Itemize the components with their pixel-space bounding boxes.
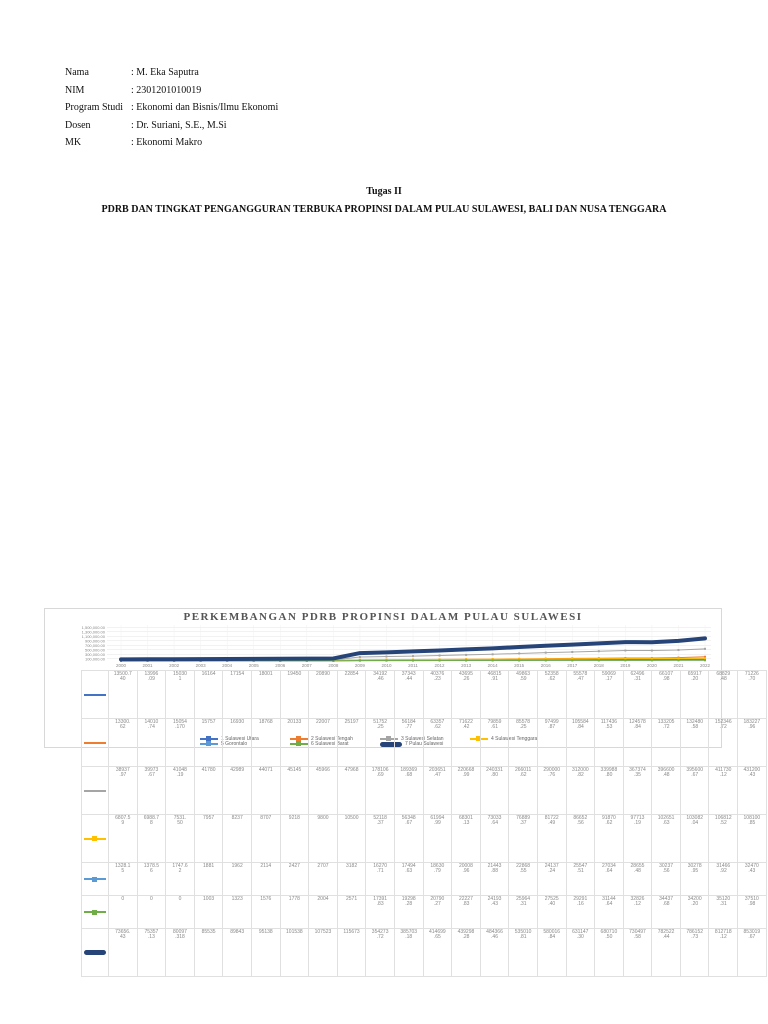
table-cell: 37510 .98 bbox=[738, 896, 767, 929]
table-cell: 2707 bbox=[309, 863, 338, 896]
data-point bbox=[385, 660, 387, 662]
table-cell: 16270 .71 bbox=[366, 863, 395, 896]
table-cell: 115673 bbox=[337, 929, 366, 977]
table-cell: 22854 bbox=[337, 671, 366, 719]
table-cell: 631147 .30 bbox=[566, 929, 595, 977]
table-cell: 411730 .12 bbox=[709, 767, 738, 815]
table-cell: 27034 .64 bbox=[595, 863, 624, 896]
table-cell: 2571 bbox=[337, 896, 366, 929]
table-cell: 9218 bbox=[280, 815, 309, 863]
table-cell: 812718 .12 bbox=[709, 929, 738, 977]
x-tick-label: 2014 bbox=[487, 663, 498, 668]
data-point bbox=[385, 656, 387, 658]
table-cell: 13996 .09 bbox=[137, 671, 166, 719]
data-point bbox=[545, 659, 547, 661]
info-label: Dosen bbox=[65, 119, 91, 131]
y-tick-label: 500,000.00 bbox=[84, 647, 105, 653]
data-point bbox=[439, 659, 441, 661]
legend-label: 6 Sulawesi Barat bbox=[311, 741, 349, 747]
table-cell: 44071 bbox=[251, 767, 280, 815]
table-cell: 46815 .91 bbox=[480, 671, 509, 719]
table-cell: 28655 .48 bbox=[623, 863, 652, 896]
table-cell: 17154 bbox=[223, 671, 252, 719]
series-key-swatch bbox=[84, 950, 106, 955]
table-cell: 101538 bbox=[280, 929, 309, 977]
table-cell: 6988.7 8 bbox=[137, 815, 166, 863]
data-point bbox=[465, 659, 467, 661]
table-cell: 290000 .76 bbox=[537, 767, 566, 815]
x-tick-label: 2005 bbox=[248, 663, 259, 668]
table-cell: 85535 bbox=[194, 929, 223, 977]
x-tick-label: 2021 bbox=[673, 663, 684, 668]
table-cell: 102651 .63 bbox=[652, 815, 681, 863]
table-cell: 19298 .28 bbox=[394, 896, 423, 929]
data-point bbox=[704, 648, 706, 650]
table-cell: 25964 .31 bbox=[509, 896, 538, 929]
table-cell: 55578 .47 bbox=[566, 671, 595, 719]
table-cell: 37343 .44 bbox=[394, 671, 423, 719]
x-tick-label: 2009 bbox=[354, 663, 365, 668]
table-cell: 106812 .52 bbox=[709, 815, 738, 863]
series-key bbox=[82, 767, 109, 815]
series-key-marker bbox=[92, 836, 97, 841]
y-tick-label: 900,000.00 bbox=[84, 638, 105, 644]
table-cell: 2004 bbox=[309, 896, 338, 929]
table-cell: 16930 bbox=[223, 719, 252, 767]
table-cell: 20890 bbox=[309, 671, 338, 719]
data-point bbox=[598, 659, 600, 661]
table-cell: 97713 .19 bbox=[623, 815, 652, 863]
table-cell: 30237 .56 bbox=[652, 863, 681, 896]
x-tick-label: 2013 bbox=[461, 663, 472, 668]
x-tick-label: 2015 bbox=[514, 663, 525, 668]
data-point bbox=[359, 656, 361, 658]
table-cell: 2114 bbox=[251, 863, 280, 896]
table-cell: 152346 .72 bbox=[709, 719, 738, 767]
table-cell: 27525 .40 bbox=[537, 896, 566, 929]
table-cell: 86652 .56 bbox=[566, 815, 595, 863]
table-cell: 3182 bbox=[337, 863, 366, 896]
table-row bbox=[82, 863, 767, 896]
table-cell: 1962 bbox=[223, 863, 252, 896]
series-key-swatch bbox=[84, 911, 106, 913]
table-cell: 38937 .97 bbox=[109, 767, 138, 815]
info-value: : 2301201010019 bbox=[131, 84, 202, 96]
table-cell: 0 bbox=[137, 896, 166, 929]
table-cell: 24137 .24 bbox=[537, 863, 566, 896]
table-cell: 18768 bbox=[251, 719, 280, 767]
table-cell: 7531. 50 bbox=[166, 815, 195, 863]
table-cell: 13500.7 40 bbox=[109, 671, 138, 719]
table-cell: 31144 .64 bbox=[595, 896, 624, 929]
x-tick-label: 2012 bbox=[434, 663, 445, 668]
info-value: : Dr. Suriani, S.E., M.Si bbox=[131, 119, 227, 131]
table-cell: 6807.5 9 bbox=[109, 815, 138, 863]
table-cell: 0 bbox=[109, 896, 138, 929]
data-point bbox=[598, 650, 600, 652]
data-point bbox=[545, 652, 547, 654]
table-cell: 107523 bbox=[309, 929, 338, 977]
series-key-swatch bbox=[84, 838, 106, 840]
table-cell: 73656. 43 bbox=[109, 929, 138, 977]
info-value: : M. Eka Saputra bbox=[131, 67, 199, 78]
x-tick-label: 2002 bbox=[169, 663, 180, 668]
info-row bbox=[65, 99, 278, 117]
table-cell: 56184 .77 bbox=[394, 719, 423, 767]
table-cell: 21443 .88 bbox=[480, 863, 509, 896]
table-cell: 367374 .35 bbox=[623, 767, 652, 815]
x-tick-label: 2019 bbox=[620, 663, 631, 668]
data-point bbox=[651, 650, 653, 652]
table-cell: 59069 .17 bbox=[595, 671, 624, 719]
table-cell: 34192 .46 bbox=[366, 671, 395, 719]
x-tick-label: 2000 bbox=[115, 663, 127, 668]
table-cell: 10500 bbox=[337, 815, 366, 863]
x-tick-label: 2006 bbox=[275, 663, 286, 668]
table-cell: 18001 bbox=[251, 671, 280, 719]
table-cell: 203651 .47 bbox=[423, 767, 452, 815]
table-cell: 22227 .83 bbox=[452, 896, 481, 929]
table-cell: 30278 .95 bbox=[680, 863, 709, 896]
table-cell: 18630 .79 bbox=[423, 863, 452, 896]
info-label: MK bbox=[65, 137, 82, 148]
table-cell: 17494 .63 bbox=[394, 863, 423, 896]
table-cell: 32826 .12 bbox=[623, 896, 652, 929]
x-tick-label: 2008 bbox=[328, 663, 339, 668]
x-tick-label: 2018 bbox=[593, 663, 604, 668]
info-row bbox=[65, 82, 278, 100]
table-cell: 396600 .48 bbox=[652, 767, 681, 815]
table-cell: 25547 .51 bbox=[566, 863, 595, 896]
table-cell: 414699 .65 bbox=[423, 929, 452, 977]
data-point bbox=[624, 649, 626, 651]
table-cell: 34200 .20 bbox=[680, 896, 709, 929]
table-cell: 76889 .37 bbox=[509, 815, 538, 863]
data-point bbox=[651, 659, 653, 661]
table-cell: 34437 .68 bbox=[652, 896, 681, 929]
table-cell: 42989 bbox=[223, 767, 252, 815]
table-cell: 97499 .87 bbox=[537, 719, 566, 767]
table-row bbox=[82, 767, 767, 815]
y-tick-label: 100,000.00 bbox=[84, 656, 105, 662]
table-cell: 63357 .62 bbox=[423, 719, 452, 767]
chart-data-table bbox=[81, 670, 767, 977]
table-cell: 20133 bbox=[280, 719, 309, 767]
table-cell: 65917 .20 bbox=[680, 671, 709, 719]
table-cell: 431200 .43 bbox=[738, 767, 767, 815]
table-cell: 73033 .64 bbox=[480, 815, 509, 863]
assignment-title: Tugas II bbox=[366, 186, 402, 197]
legend-label: 1 Sulawesi Utara bbox=[221, 736, 259, 742]
table-cell: 9800 bbox=[309, 815, 338, 863]
info-row bbox=[65, 117, 278, 135]
series-key-swatch bbox=[84, 742, 106, 744]
table-cell: 108100 .85 bbox=[738, 815, 767, 863]
table-cell: 1328.1 5 bbox=[109, 863, 138, 896]
table-cell: 41048 .19 bbox=[166, 767, 195, 815]
info-value: : Ekonomi dan Bisnis/Ilmu Ekonomi bbox=[131, 102, 279, 113]
table-cell: 71226 .70 bbox=[738, 671, 767, 719]
info-label: NIM bbox=[65, 84, 85, 96]
data-point bbox=[677, 649, 679, 651]
table-cell: 786152 .73 bbox=[680, 929, 709, 977]
table-cell: 1576 bbox=[251, 896, 280, 929]
table-cell: 178106 .69 bbox=[366, 767, 395, 815]
table-cell: 312000 .82 bbox=[566, 767, 595, 815]
table-cell: 385703 .18 bbox=[394, 929, 423, 977]
table-cell: 39973 .67 bbox=[137, 767, 166, 815]
table-cell: 66107 .98 bbox=[652, 671, 681, 719]
table-row bbox=[82, 929, 767, 977]
table-cell: 1378.5 6 bbox=[137, 863, 166, 896]
table-cell: 14010 .74 bbox=[137, 719, 166, 767]
y-tick-label: 700,000.00 bbox=[84, 642, 105, 648]
series-key bbox=[82, 863, 109, 896]
info-row bbox=[65, 64, 278, 82]
data-point bbox=[677, 659, 679, 661]
table-cell: 49863 .59 bbox=[509, 671, 538, 719]
table-cell: 75357 .13 bbox=[137, 929, 166, 977]
table-cell: 1323 bbox=[223, 896, 252, 929]
table-cell: 89843 bbox=[223, 929, 252, 977]
table-cell: 782522 .44 bbox=[652, 929, 681, 977]
y-tick-label: 1,100,000.00 bbox=[81, 633, 105, 639]
table-cell: 680710 .50 bbox=[595, 929, 624, 977]
table-cell: 220668 .99 bbox=[452, 767, 481, 815]
table-cell: 240331 .80 bbox=[480, 767, 509, 815]
table-cell: 395600 .67 bbox=[680, 767, 709, 815]
info-label: Nama bbox=[65, 67, 89, 78]
table-cell: 17391 .83 bbox=[366, 896, 395, 929]
data-point bbox=[704, 657, 706, 659]
table-cell: 35120 .31 bbox=[709, 896, 738, 929]
data-point bbox=[359, 660, 361, 662]
chart-title: PERKEMBANGAN PDRB PROPINSI DALAM PULAU SULAWESI bbox=[183, 611, 583, 623]
assignment-subtitle: PDRB DAN TINGKAT PENGANGGURAN TERBUKA PROPINSI DALAM PULAU SULAWESI, BALI DAN NUSA TENGGARA bbox=[101, 204, 667, 215]
x-tick-label: 2003 bbox=[195, 663, 206, 668]
series-key-marker bbox=[92, 877, 97, 882]
table-cell: 81722 .49 bbox=[537, 815, 566, 863]
table-cell: 52358 .62 bbox=[537, 671, 566, 719]
series-key bbox=[82, 815, 109, 863]
table-cell: 266011 .62 bbox=[509, 767, 538, 815]
x-tick-label: 2011 bbox=[408, 663, 418, 668]
table-cell: 535010 .81 bbox=[509, 929, 538, 977]
data-point bbox=[571, 651, 573, 653]
legend-label: 7 Pulau Sulawesi bbox=[405, 741, 444, 747]
table-cell: 68829 .48 bbox=[709, 671, 738, 719]
table-cell: 8707 bbox=[251, 815, 280, 863]
table-cell: 71622 .42 bbox=[452, 719, 481, 767]
table-cell: 51752 .25 bbox=[366, 719, 395, 767]
series-key bbox=[82, 929, 109, 977]
info-value: : Ekonomi Makro bbox=[131, 137, 203, 148]
table-cell: 24193 .43 bbox=[480, 896, 509, 929]
table-cell: 16164 bbox=[194, 671, 223, 719]
x-tick-label: 2004 bbox=[222, 663, 233, 668]
table-cell: 117436 .53 bbox=[595, 719, 624, 767]
info-row bbox=[65, 134, 278, 152]
table-cell: 183227 .96 bbox=[738, 719, 767, 767]
x-tick-label: 2007 bbox=[301, 663, 312, 668]
table-cell: 484366 .46 bbox=[480, 929, 509, 977]
table-cell: 68301 .13 bbox=[452, 815, 481, 863]
table-cell: 56348 .67 bbox=[394, 815, 423, 863]
info-label: Program Studi bbox=[65, 102, 124, 113]
table-cell: 124578 .84 bbox=[623, 719, 652, 767]
data-point bbox=[571, 659, 573, 661]
series-key-swatch bbox=[84, 878, 106, 880]
table-cell: 62496 .31 bbox=[623, 671, 652, 719]
table-cell: 31466 .92 bbox=[709, 863, 738, 896]
series-key bbox=[82, 671, 109, 719]
table-cell: 439298 .28 bbox=[452, 929, 481, 977]
x-tick-label: 2016 bbox=[540, 663, 551, 668]
x-tick-label: 2001 bbox=[142, 663, 153, 668]
y-tick-label: 1,300,000.00 bbox=[81, 629, 105, 635]
table-cell: 580016 .84 bbox=[537, 929, 566, 977]
series-key bbox=[82, 896, 109, 929]
x-tick-label: 2020 bbox=[646, 663, 657, 668]
table-cell: 853019 .67 bbox=[738, 929, 767, 977]
table-cell: 730497 .58 bbox=[623, 929, 652, 977]
table-cell: 20790 .27 bbox=[423, 896, 452, 929]
table-cell: 2427 bbox=[280, 863, 309, 896]
table-cell: 32470 .43 bbox=[738, 863, 767, 896]
table-cell: 189369 .68 bbox=[394, 767, 423, 815]
table-cell: 103082 .04 bbox=[680, 815, 709, 863]
y-tick-label: 300,000.00 bbox=[84, 651, 105, 657]
table-cell: 52118 .37 bbox=[366, 815, 395, 863]
table-cell: 45145 bbox=[280, 767, 309, 815]
y-tick-label: 1,500,000.00 bbox=[81, 624, 105, 630]
data-point bbox=[624, 659, 626, 661]
data-point bbox=[704, 659, 706, 661]
table-cell: 15757 bbox=[194, 719, 223, 767]
table-cell: 22007 bbox=[309, 719, 338, 767]
table-cell: 25197 bbox=[337, 719, 366, 767]
table-cell: 339988 .80 bbox=[595, 767, 624, 815]
table-cell: 105584 .84 bbox=[566, 719, 595, 767]
table-cell: 8237 bbox=[223, 815, 252, 863]
table-cell: 91870 .62 bbox=[595, 815, 624, 863]
table-cell: 85578 .25 bbox=[509, 719, 538, 767]
table-row bbox=[82, 815, 767, 863]
table-cell: 1003 bbox=[194, 896, 223, 929]
table-cell: 29291 .16 bbox=[566, 896, 595, 929]
legend-label: 3 Sulawesi Selatan bbox=[401, 736, 444, 742]
table-row bbox=[82, 896, 767, 929]
data-point bbox=[518, 659, 520, 661]
table-cell: 132480 .58 bbox=[680, 719, 709, 767]
table-cell: 20008 .96 bbox=[452, 863, 481, 896]
data-point bbox=[412, 655, 414, 657]
table-cell: 43695 .26 bbox=[452, 671, 481, 719]
table-cell: 61994 .99 bbox=[423, 815, 452, 863]
legend-label: 4 Sulawesi Tenggara bbox=[491, 736, 538, 742]
table-cell: 79859 .61 bbox=[480, 719, 509, 767]
table-cell: 80097 .318 bbox=[166, 929, 195, 977]
data-point bbox=[412, 659, 414, 661]
series-key bbox=[82, 719, 109, 767]
table-cell: 0 bbox=[166, 896, 195, 929]
table-cell: 1778 bbox=[280, 896, 309, 929]
table-cell: 1881 bbox=[194, 863, 223, 896]
table-cell: 7957 bbox=[194, 815, 223, 863]
data-point bbox=[518, 652, 520, 654]
legend-label: 2 Sulawesi Tengah bbox=[311, 736, 353, 742]
table-row bbox=[82, 719, 767, 767]
table-cell: 47968 bbox=[337, 767, 366, 815]
table-cell: 15054 .170 bbox=[166, 719, 195, 767]
table-cell: 22868 .55 bbox=[509, 863, 538, 896]
table-cell: 40376 .23 bbox=[423, 671, 452, 719]
table-cell: 1747.6 2 bbox=[166, 863, 195, 896]
x-tick-label: 2022 bbox=[699, 663, 711, 668]
data-point bbox=[492, 659, 494, 661]
data-point bbox=[439, 655, 441, 657]
table-cell: 41780 bbox=[194, 767, 223, 815]
table-cell: 15030 1 bbox=[166, 671, 195, 719]
series-key-marker bbox=[92, 910, 97, 915]
table-cell: 19450 bbox=[280, 671, 309, 719]
table-cell: 354273 .72 bbox=[366, 929, 395, 977]
table-cell: 13300. 62 bbox=[109, 719, 138, 767]
table-row bbox=[82, 671, 767, 719]
series-key-swatch bbox=[84, 694, 106, 696]
table-cell: 95138 bbox=[251, 929, 280, 977]
data-point bbox=[492, 653, 494, 655]
legend-label: 5 Gorontalo bbox=[221, 741, 248, 747]
table-cell: 133205 .72 bbox=[652, 719, 681, 767]
table-cell: 45966 bbox=[309, 767, 338, 815]
student-info bbox=[65, 64, 278, 152]
x-tick-label: 2010 bbox=[381, 663, 392, 668]
series-key-swatch bbox=[84, 790, 106, 792]
x-tick-label: 2017 bbox=[567, 663, 578, 668]
data-point bbox=[465, 654, 467, 656]
